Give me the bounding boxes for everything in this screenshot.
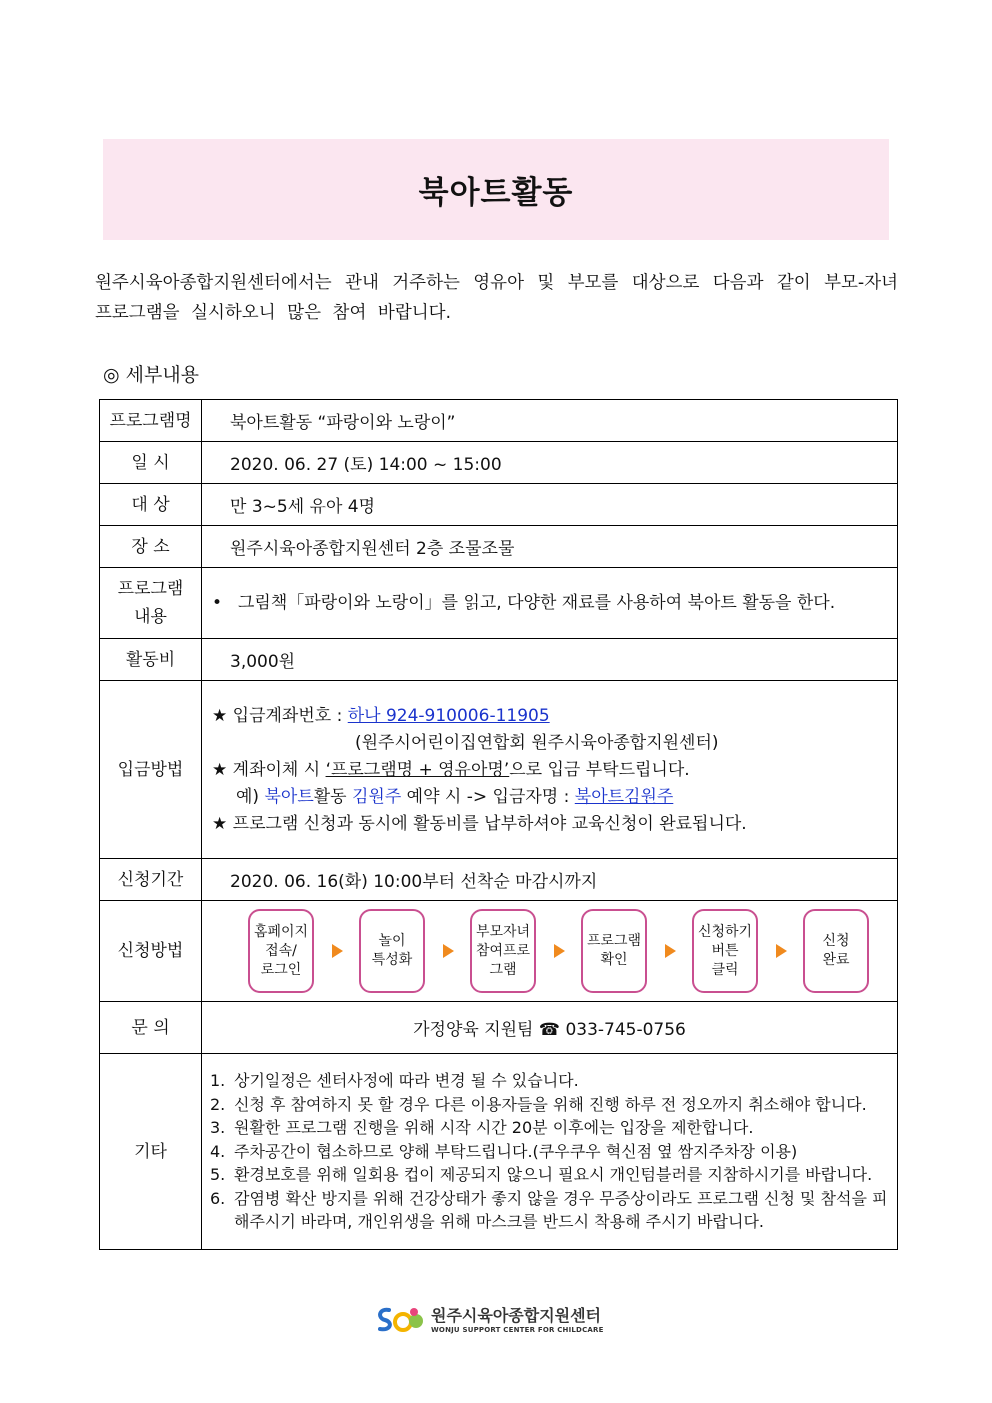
inquiry-contact: 가정양육 지원팀 ☎ 033-745-0756: [202, 1002, 898, 1054]
deposit-info: [202, 681, 898, 859]
table-row: [100, 901, 898, 1002]
table-row: [100, 484, 898, 526]
list-item-number: 1.: [210, 1071, 226, 1091]
flow-step-text: 홈페이지: [253, 923, 309, 940]
row-label-fee: 활동비: [100, 639, 202, 681]
example-program: 북아트: [264, 787, 314, 807]
list-item-number: 5.: [210, 1165, 226, 1185]
table-row: [100, 859, 898, 901]
deposit-line-notice: ★ 프로그램 신청과 동시에 활동비를 납부하셔야 교육신청이 완료됩니다.: [212, 814, 747, 834]
table-row: [100, 400, 898, 442]
flow-step: [803, 909, 869, 993]
list-item-text: 상기일정은 센터사정에 따라 변경 될 수 있습니다.: [234, 1071, 579, 1091]
flow-step: [248, 909, 314, 993]
list-item-text: 감염병 확산 방지를 위해 건강상태가 좋지 않을 경우 무증상이라도 프로그램 신청 및 참석을 피해주시기 바라며, 개인위생을 위해 마스크를 반드시 착용해 주시기 바랍니다.: [234, 1188, 888, 1232]
row-label-etc: 기타: [100, 1054, 202, 1250]
application-method: [202, 901, 898, 1002]
list-item: [210, 1163, 889, 1187]
list-item-number: 2.: [210, 1094, 226, 1114]
table-row: [100, 1054, 898, 1250]
list-item: [210, 1140, 889, 1164]
flow-step-text: 로그인: [260, 961, 302, 978]
row-label-content-line1: 프로그램: [117, 579, 184, 599]
account-number-link[interactable]: 하나 924-910006-11905: [347, 706, 550, 726]
intro-paragraph: 원주시육아종합지원센터에서는 관내 거주하는 영유아 및 부모를 대상으로 다음과 같이 부모-자녀 프로그램을 실시하오니 많은 참여 바랍니다.: [95, 273, 898, 323]
list-item-number: 6.: [210, 1188, 226, 1208]
program-fee: 3,000원: [202, 639, 898, 681]
row-label-program: 프로그램명: [100, 400, 202, 442]
flow-step-text: 특성화: [371, 952, 413, 968]
application-flow: [202, 901, 897, 1001]
flow-arrow-icon: [332, 944, 343, 958]
flow-step-text: 접속/: [265, 942, 297, 959]
flow-step-text: 버튼: [711, 942, 739, 959]
transfer-suffix: 으로 입금 부탁드립니다.: [509, 760, 690, 780]
flow-arrow-icon: [665, 944, 676, 958]
list-item: [210, 1116, 889, 1140]
row-label-inquiry: 문 의: [100, 1002, 202, 1054]
program-date: 2020. 06. 27 (토) 14:00 ~ 15:00: [202, 442, 898, 484]
table-row: [100, 568, 898, 639]
application-period: 2020. 06. 16(화) 10:00부터 선착순 마감시까지: [202, 859, 898, 901]
content-text: 그림책「파랑이와 노랑이」를 읽고, 다양한 재료를 사용하여 북아트 활동을 한다.: [238, 592, 836, 613]
flow-step-text: 확인: [600, 952, 628, 968]
logo-name: 원주시육아종합지원센터: [431, 1306, 602, 1325]
transfer-prefix: ★ 계좌이체 시: [212, 760, 326, 780]
table-row: [100, 442, 898, 484]
deposit-line-example: [212, 784, 887, 811]
account-label: ★ 입금계좌번호 :: [212, 706, 348, 726]
footer-logo: [375, 1303, 604, 1334]
flow-step-text: 놀이: [378, 933, 406, 949]
logo-english: WONJU SUPPORT CENTER FOR CHILDCARE: [431, 1326, 604, 1334]
details-table: [99, 399, 898, 1250]
etc-notes: [202, 1054, 898, 1250]
flow-step: [692, 909, 758, 993]
list-item-number: 3.: [210, 1118, 226, 1138]
list-item: [210, 1187, 889, 1234]
account-holder: (원주시어린이집연합회 원주시육아종합지원센터): [355, 733, 719, 753]
table-row: [100, 681, 898, 859]
row-label-method: 신청방법: [100, 901, 202, 1002]
list-item-text: 환경보호를 위해 일회용 컵이 제공되지 않으니 필요시 개인텀블러를 지참하시기를 바랍니다.: [234, 1165, 873, 1185]
flow-arrow-icon: [776, 944, 787, 958]
deposit-line-account: [212, 703, 887, 730]
list-item-text: 원활한 프로그램 진행을 위해 시작 시간 20분 이후에는 입장을 제한합니다.: [234, 1118, 754, 1138]
transfer-format: ‘프로그램명 + 영유아명’: [325, 760, 510, 780]
list-item-number: 4.: [210, 1141, 226, 1161]
table-row: [100, 639, 898, 681]
section-heading: ◎ 세부내용: [103, 364, 200, 386]
flow-step-text: 프로그램: [586, 933, 642, 949]
example-depositor: 북아트김원주: [574, 787, 674, 807]
row-label-place: 장 소: [100, 526, 202, 568]
list-item-text: 신청 후 참여하지 못 할 경우 다른 이용자들을 위해 진행 하루 전 정오까지 취소해야 합니다.: [234, 1094, 867, 1114]
row-label-target: 대 상: [100, 484, 202, 526]
row-label-deposit: 입금방법: [100, 681, 202, 859]
list-item: [210, 1093, 889, 1117]
example-mid1: 활동: [313, 787, 352, 807]
flow-step-text: 그램: [489, 961, 517, 978]
deposit-line-transfer: [212, 757, 887, 784]
table-row: [100, 1002, 898, 1054]
row-label-date: 일 시: [100, 442, 202, 484]
flow-step: [581, 909, 647, 993]
program-place: 원주시육아종합지원센터 2층 조물조물: [202, 526, 898, 568]
program-target: 만 3~5세 유아 4명: [202, 484, 898, 526]
list-item-text: 주차공간이 협소하므로 양해 부탁드립니다.(쿠우쿠우 혁신점 옆 쌈지주차장 이용): [234, 1141, 798, 1161]
list-item: [210, 1069, 889, 1093]
row-label-content: [100, 568, 202, 639]
program-content: [202, 568, 898, 639]
flow-step-text: 부모자녀: [475, 923, 531, 940]
center-logo-icon: [375, 1304, 427, 1334]
program-name: 북아트활동 “파랑이와 노랑이”: [202, 400, 898, 442]
etc-list: [202, 1065, 897, 1238]
table-row: [100, 526, 898, 568]
example-name: 김원주: [352, 787, 402, 807]
flow-arrow-icon: [554, 944, 565, 958]
row-label-content-line2: 내용: [134, 607, 167, 627]
bullet: •: [212, 592, 223, 613]
flow-step-text: 완료: [822, 952, 850, 968]
flow-arrow-icon: [443, 944, 454, 958]
flow-step-text: 신청하기: [697, 923, 753, 940]
row-label-period: 신청기간: [100, 859, 202, 901]
example-mid2: 예약 시 -> 입금자명 :: [401, 787, 575, 807]
flow-step-text: 신청: [822, 933, 850, 949]
example-prefix: 예): [236, 787, 265, 807]
title-banner: [103, 139, 889, 240]
flow-step-text: 클릭: [711, 961, 739, 978]
flow-step: [470, 909, 536, 993]
flow-step: [359, 909, 425, 993]
flow-step-text: 참여프로: [475, 942, 531, 959]
page-title: 북아트활동: [418, 175, 574, 211]
